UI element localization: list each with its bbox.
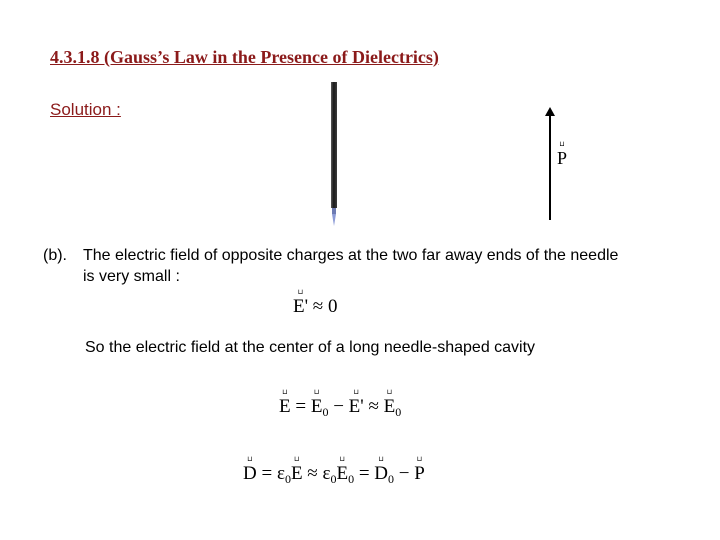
item-text-line2: is very small : xyxy=(83,268,180,285)
slide-title: 4.3.1.8 (Gauss’s Law in the Presence of Dielectrics) xyxy=(50,47,439,67)
needle-cavity-figure xyxy=(326,80,342,228)
item-number: (b). xyxy=(43,247,67,264)
solution-label: Solution : xyxy=(50,100,121,119)
equation-field-cavity: ⊔ E = ⊔ $E_0$ − ⊔ E' ≈ ⊔ $E_0$ xyxy=(279,388,402,419)
polarization-vector-label: ⊔ P xyxy=(557,140,568,168)
equation-e-prime: ⊔ E' ≈ 0 xyxy=(293,288,338,317)
equation-displacement: ⊔ $D = \varepsilon_0$ ⊔ $E \approx \varepsilon_0$ ⊔ $E_0$ = ⊔ $D_0$ − ⊔ P xyxy=(243,455,425,486)
item-text-line3: So the electric field at the center of a long needle-shaped cavity xyxy=(85,339,536,356)
item-text-line1: The electric field of opposite charges at the two far away ends of the needle xyxy=(83,247,619,264)
